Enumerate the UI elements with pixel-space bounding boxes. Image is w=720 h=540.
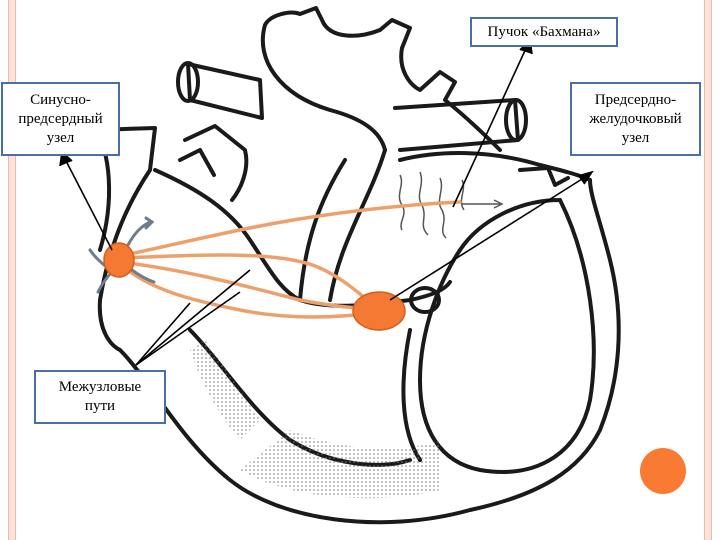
label-sa-node-text: Синусно- предсердный узел — [18, 91, 103, 146]
heart-outline — [95, 8, 619, 522]
label-internodal-pathways — [34, 370, 166, 424]
label-bachmann-bundle — [470, 17, 618, 47]
label-bachmann-text: Пучок «Бахмана» — [487, 23, 601, 40]
orange-circle-icon — [640, 448, 686, 494]
sa-node — [104, 243, 134, 277]
label-av-node-text: Предсердно- желудочковый узел — [589, 91, 682, 146]
label-sa-node — [1, 82, 120, 156]
label-av-node — [570, 82, 701, 156]
label-internodal-text: Межузловые пути — [58, 379, 142, 414]
septum-shading — [190, 340, 260, 440]
av-node — [353, 292, 405, 330]
